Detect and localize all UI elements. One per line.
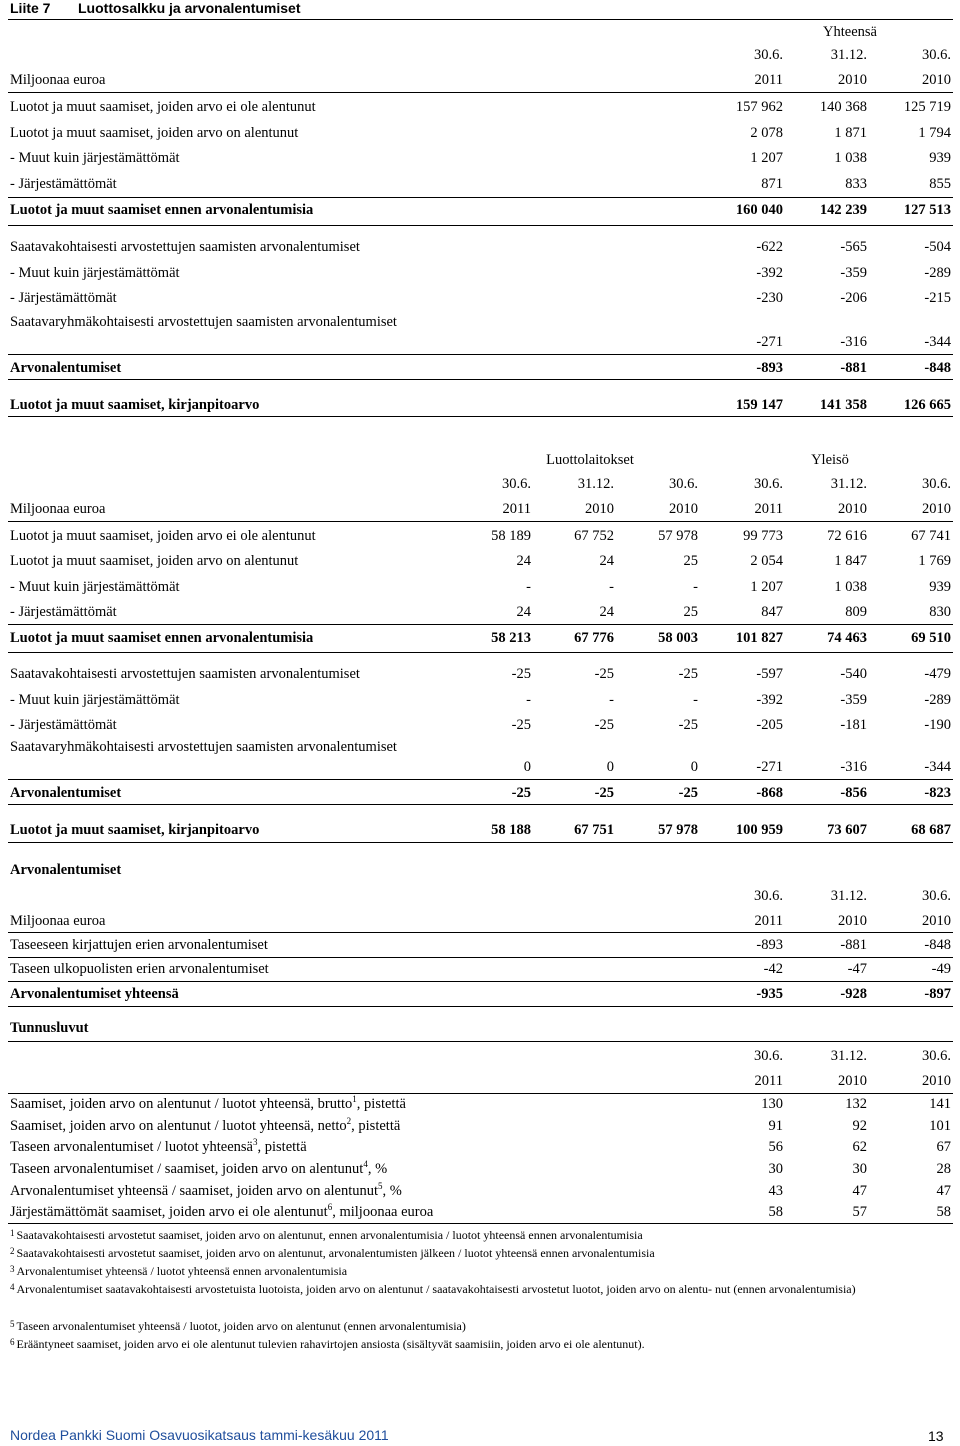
cell-value: 140 368 bbox=[819, 99, 867, 115]
cell-value: -565 bbox=[840, 239, 867, 255]
table-rule bbox=[8, 416, 953, 417]
cell-value: -271 bbox=[756, 759, 783, 775]
row-label: Luotot ja muut saamiset, joiden arvo ei ole alentunut bbox=[10, 528, 316, 544]
cell-value: -271 bbox=[756, 334, 783, 350]
footnote-number: 3 bbox=[10, 1264, 15, 1274]
cell-value: 57 bbox=[852, 1204, 867, 1220]
row-label: - Järjestämättömät bbox=[10, 717, 117, 733]
cell-value: -215 bbox=[924, 290, 951, 306]
cell-value: 1 207 bbox=[750, 150, 783, 166]
cell-value: 31.12. bbox=[830, 476, 867, 492]
cell-value: 58 bbox=[768, 1204, 783, 1220]
table-row bbox=[0, 358, 960, 378]
cell-value: 30.6. bbox=[754, 1048, 783, 1064]
cell-value: 2011 bbox=[502, 501, 531, 517]
table-row bbox=[0, 174, 960, 194]
cell-value: 2010 bbox=[922, 72, 951, 88]
cell-value: 2011 bbox=[754, 1073, 783, 1089]
table-row bbox=[0, 602, 960, 622]
header-years bbox=[0, 70, 960, 90]
cell-value: 127 513 bbox=[903, 202, 951, 218]
group-header-total: Yhteensä bbox=[823, 24, 877, 40]
cell-value: 30 bbox=[852, 1161, 867, 1177]
header-dates bbox=[0, 1046, 960, 1066]
cell-value: 2011 bbox=[754, 501, 783, 517]
footnote-3 bbox=[10, 1263, 945, 1280]
cell-value: 47 bbox=[936, 1183, 951, 1199]
footnote-text: Taseen arvonalentumiset yhteensä / luotot, joiden arvo on alentunut (ennen arvonalentumisia) bbox=[16, 1319, 466, 1333]
cell-value: -25 bbox=[511, 785, 531, 801]
cell-value: 0 bbox=[606, 759, 614, 775]
footnote-number: 2 bbox=[10, 1246, 15, 1256]
page-title: Luottosalkku ja arvonalentumiset bbox=[78, 0, 301, 16]
cell-value: -935 bbox=[756, 986, 783, 1002]
row-label: Järjestämättömät saamiset, joiden arvo ei ole alentunut$^6$, miljoonaa euroa bbox=[10, 1202, 434, 1220]
footnote-number: 1 bbox=[10, 1228, 15, 1238]
table-row bbox=[0, 577, 960, 597]
cell-value: - bbox=[609, 692, 614, 708]
row-label: - Muut kuin järjestämättömät bbox=[10, 150, 180, 166]
cell-value: -392 bbox=[756, 265, 783, 281]
header-years bbox=[0, 911, 960, 931]
cell-value: 101 bbox=[929, 1118, 951, 1134]
cell-value: -289 bbox=[924, 265, 951, 281]
row-label: - Järjestämättömät bbox=[10, 176, 117, 192]
cell-value: 2010 bbox=[838, 72, 867, 88]
table-row bbox=[0, 984, 960, 1004]
cell-value: -504 bbox=[924, 239, 951, 255]
cell-value: 132 bbox=[845, 1096, 867, 1112]
table-row bbox=[0, 1202, 960, 1222]
row-label: Taseen arvonalentumiset / saamiset, joiden arvo on alentunut$^4$, % bbox=[10, 1159, 388, 1177]
row-label: Saatavaryhmäkohtaisesti arvostettujen saamisten arvonalentumiset bbox=[10, 314, 397, 330]
cell-value: 31.12. bbox=[830, 47, 867, 63]
cell-value: 2 054 bbox=[750, 553, 783, 569]
cell-value: 2010 bbox=[838, 501, 867, 517]
cell-value: 31.12. bbox=[830, 1048, 867, 1064]
footnote-1 bbox=[10, 1227, 945, 1244]
cell-value: 2 078 bbox=[750, 125, 783, 141]
footnote-2 bbox=[10, 1245, 945, 1262]
cell-value: -823 bbox=[924, 785, 951, 801]
cell-value: 141 358 bbox=[819, 397, 867, 413]
footnote-number: 5 bbox=[10, 1319, 15, 1329]
row-label: Taseeseen kirjattujen erien arvonalentumiset bbox=[10, 937, 268, 953]
cell-value: 30.6. bbox=[922, 888, 951, 904]
header-dates bbox=[0, 45, 960, 65]
row-label: Luotot ja muut saamiset ennen arvonalentumisia bbox=[10, 630, 314, 646]
cell-value: -344 bbox=[924, 334, 951, 350]
cell-value: 24 bbox=[516, 604, 531, 620]
cell-value: 125 719 bbox=[903, 99, 951, 115]
footnote-ref: 4 bbox=[363, 1159, 368, 1170]
cell-value: 847 bbox=[761, 604, 783, 620]
section-title-impairments: Arvonalentumiset bbox=[10, 862, 122, 878]
row-label: Luotot ja muut saamiset, kirjanpitoarvo bbox=[10, 822, 260, 838]
table-rule bbox=[8, 1006, 953, 1007]
cell-value: 67 752 bbox=[574, 528, 614, 544]
cell-value: 2011 bbox=[754, 72, 783, 88]
cell-value: -181 bbox=[840, 717, 867, 733]
table-row bbox=[0, 1159, 960, 1179]
cell-value: 809 bbox=[845, 604, 867, 620]
cell-value: 67 751 bbox=[574, 822, 614, 838]
cell-value: 1 871 bbox=[834, 125, 867, 141]
cell-value: 43 bbox=[768, 1183, 783, 1199]
cell-value: 74 463 bbox=[827, 630, 867, 646]
cell-value: -190 bbox=[924, 717, 951, 733]
cell-value: 2010 bbox=[585, 501, 614, 517]
table-row bbox=[0, 715, 960, 735]
cell-value: 939 bbox=[929, 579, 951, 595]
cell-value: 1 769 bbox=[918, 553, 951, 569]
row-label: Miljoonaa euroa bbox=[10, 72, 106, 88]
footer-text: Nordea Pankki Suomi Osavuosikatsaus tammi-kesäkuu 2011 bbox=[10, 1427, 389, 1443]
cell-value: -316 bbox=[840, 334, 867, 350]
cell-value: 47 bbox=[852, 1183, 867, 1199]
footnote-ref: 3 bbox=[253, 1137, 258, 1148]
cell-value: 142 239 bbox=[819, 202, 867, 218]
cell-value: 1 038 bbox=[834, 150, 867, 166]
cell-value: 2010 bbox=[838, 1073, 867, 1089]
row-label: - Muut kuin järjestämättömät bbox=[10, 265, 180, 281]
cell-value: -848 bbox=[924, 937, 951, 953]
cell-value: 130 bbox=[761, 1096, 783, 1112]
cell-value: 69 510 bbox=[911, 630, 951, 646]
table-row bbox=[0, 959, 960, 979]
table-row bbox=[0, 200, 960, 220]
cell-value: 1 207 bbox=[750, 579, 783, 595]
cell-value: 30.6. bbox=[502, 476, 531, 492]
cell-value: 30.6. bbox=[754, 47, 783, 63]
cell-value: - bbox=[693, 579, 698, 595]
row-label: Taseen ulkopuolisten erien arvonalentumiset bbox=[10, 961, 269, 977]
table-rule bbox=[8, 981, 953, 982]
table-row bbox=[0, 148, 960, 168]
footnote-text: Arvonalentumiset yhteensä / luotot yhteensä ennen arvonalentumisia bbox=[16, 1264, 348, 1278]
table-rule bbox=[8, 652, 953, 653]
cell-value: 30 bbox=[768, 1161, 783, 1177]
table-row bbox=[0, 820, 960, 840]
cell-value: 2010 bbox=[922, 501, 951, 517]
cell-value: - bbox=[693, 692, 698, 708]
cell-value: -897 bbox=[924, 986, 951, 1002]
row-label: Luotot ja muut saamiset, joiden arvo on alentunut bbox=[10, 553, 299, 569]
cell-value: -848 bbox=[924, 360, 951, 376]
footnote-ref: 5 bbox=[378, 1181, 383, 1192]
cell-value: 31.12. bbox=[577, 476, 614, 492]
cell-value: 126 665 bbox=[903, 397, 951, 413]
cell-value: 68 687 bbox=[911, 822, 951, 838]
cell-value: -25 bbox=[594, 717, 614, 733]
cell-value: 159 147 bbox=[735, 397, 783, 413]
header-years bbox=[0, 1071, 960, 1091]
cell-value: -622 bbox=[756, 239, 783, 255]
table-rule bbox=[8, 197, 953, 198]
table-rule bbox=[8, 932, 953, 933]
cell-value: -893 bbox=[756, 360, 783, 376]
row-label: - Järjestämättömät bbox=[10, 604, 117, 620]
table-rule bbox=[8, 957, 953, 958]
cell-value: 25 bbox=[683, 604, 698, 620]
cell-value: 855 bbox=[929, 176, 951, 192]
footnote-5 bbox=[10, 1318, 945, 1335]
cell-value: -881 bbox=[840, 937, 867, 953]
page-header bbox=[10, 0, 950, 18]
footnote-6 bbox=[10, 1336, 945, 1353]
row-label: - Muut kuin järjestämättömät bbox=[10, 579, 180, 595]
cell-value: 30.6. bbox=[669, 476, 698, 492]
cell-value: 830 bbox=[929, 604, 951, 620]
table-rule bbox=[8, 379, 953, 380]
cell-value: 91 bbox=[768, 1118, 783, 1134]
cell-value: -856 bbox=[840, 785, 867, 801]
table-row bbox=[0, 237, 960, 257]
cell-value: 67 741 bbox=[911, 528, 951, 544]
cell-value: - bbox=[609, 579, 614, 595]
group-header-credit-institutions: Luottolaitokset bbox=[546, 452, 634, 468]
cell-value: -42 bbox=[763, 961, 783, 977]
table-row bbox=[0, 551, 960, 571]
cell-value: 30.6. bbox=[754, 476, 783, 492]
footnote-text: Arvonalentumiset saatavakohtaisesti arvostetuista luotoista, joiden arvo on alentunut / saatavakohtaisesti arvostetut luotot, joiden arvo on alentu- nut (ennen arvonalentumisia) bbox=[16, 1282, 856, 1296]
cell-value: -289 bbox=[924, 692, 951, 708]
header-dates bbox=[0, 886, 960, 906]
table-row bbox=[0, 312, 960, 352]
row-label: - Muut kuin järjestämättömät bbox=[10, 692, 180, 708]
cell-value: -49 bbox=[931, 961, 951, 977]
table-rule bbox=[8, 624, 953, 625]
cell-value: 25 bbox=[683, 553, 698, 569]
cell-value: -344 bbox=[924, 759, 951, 775]
row-label: Taseen arvonalentumiset / luotot yhteensä$^3$, pistettä bbox=[10, 1137, 307, 1155]
cell-value: 2010 bbox=[922, 1073, 951, 1089]
cell-value: 157 962 bbox=[735, 99, 783, 115]
footnote-ref: 6 bbox=[327, 1202, 333, 1213]
cell-value: -25 bbox=[511, 717, 531, 733]
cell-value: -25 bbox=[594, 785, 614, 801]
row-label: Luotot ja muut saamiset ennen arvonalentumisia bbox=[10, 202, 314, 218]
page-number: 13 bbox=[928, 1428, 944, 1444]
cell-value: 1 847 bbox=[834, 553, 867, 569]
table-rule bbox=[8, 804, 953, 805]
cell-value: -928 bbox=[840, 986, 867, 1002]
footnote-number: 6 bbox=[10, 1337, 15, 1347]
cell-value: 2010 bbox=[838, 913, 867, 929]
appendix-label: Liite 7 bbox=[10, 0, 51, 16]
cell-value: 30.6. bbox=[922, 1048, 951, 1064]
header-years bbox=[0, 499, 960, 519]
cell-value: 24 bbox=[516, 553, 531, 569]
cell-value: -392 bbox=[756, 692, 783, 708]
section-title-key-figures: Tunnusluvut bbox=[10, 1020, 89, 1036]
cell-value: 24 bbox=[599, 553, 614, 569]
footnote-number: 4 bbox=[10, 1282, 15, 1292]
table-row bbox=[0, 1181, 960, 1201]
cell-value: -881 bbox=[840, 360, 867, 376]
row-label: Saamiset, joiden arvo on alentunut / luotot yhteensä, brutto$^1$, pistettä bbox=[10, 1094, 406, 1112]
cell-value: 56 bbox=[768, 1139, 783, 1155]
table-row bbox=[0, 783, 960, 803]
table-row bbox=[0, 664, 960, 684]
cell-value: 24 bbox=[599, 604, 614, 620]
table-row bbox=[0, 690, 960, 710]
cell-value: -893 bbox=[756, 937, 783, 953]
cell-value: -25 bbox=[678, 666, 698, 682]
cell-value: - bbox=[526, 692, 531, 708]
cell-value: -25 bbox=[678, 717, 698, 733]
cell-value: 58 213 bbox=[491, 630, 531, 646]
row-label: Saamiset, joiden arvo on alentunut / luotot yhteensä, netto$^2$, pistettä bbox=[10, 1116, 401, 1134]
cell-value: - bbox=[526, 579, 531, 595]
row-label: Arvonalentumiset bbox=[10, 785, 122, 801]
table-rule bbox=[8, 225, 953, 226]
row-label: - Järjestämättömät bbox=[10, 290, 117, 306]
cell-value: -359 bbox=[840, 692, 867, 708]
table-rule bbox=[8, 779, 953, 780]
table-row bbox=[0, 1116, 960, 1136]
table-row bbox=[0, 123, 960, 143]
group-header-public: Yleisö bbox=[811, 452, 849, 468]
cell-value: -316 bbox=[840, 759, 867, 775]
cell-value: 73 607 bbox=[827, 822, 867, 838]
table-row bbox=[0, 1094, 960, 1114]
footnote-4 bbox=[10, 1281, 945, 1298]
cell-value: 58 188 bbox=[491, 822, 531, 838]
cell-value: -206 bbox=[840, 290, 867, 306]
cell-value: 30.6. bbox=[922, 47, 951, 63]
cell-value: 2011 bbox=[754, 913, 783, 929]
table-rule bbox=[8, 92, 953, 93]
cell-value: 833 bbox=[845, 176, 867, 192]
cell-value: -479 bbox=[924, 666, 951, 682]
cell-value: 100 959 bbox=[735, 822, 783, 838]
cell-value: 101 827 bbox=[735, 630, 783, 646]
cell-value: 0 bbox=[690, 759, 698, 775]
table-row bbox=[0, 935, 960, 955]
cell-value: 72 616 bbox=[827, 528, 867, 544]
cell-value: -25 bbox=[594, 666, 614, 682]
cell-value: 939 bbox=[929, 150, 951, 166]
cell-value: -25 bbox=[511, 666, 531, 682]
cell-value: 57 978 bbox=[658, 822, 698, 838]
table-rule bbox=[8, 354, 953, 355]
footnote-ref: 2 bbox=[346, 1116, 352, 1127]
cell-value: 30.6. bbox=[922, 476, 951, 492]
table-row bbox=[0, 263, 960, 283]
cell-value: 28 bbox=[936, 1161, 951, 1177]
cell-value: 99 773 bbox=[743, 528, 783, 544]
table-rule bbox=[8, 1223, 953, 1224]
table-row bbox=[0, 628, 960, 648]
table-row bbox=[0, 526, 960, 546]
cell-value: 57 978 bbox=[658, 528, 698, 544]
row-label: Arvonalentumiset bbox=[10, 360, 122, 376]
cell-value: -597 bbox=[756, 666, 783, 682]
row-label: Arvonalentumiset yhteensä / saamiset, joiden arvo on alentunut$^5$, % bbox=[10, 1181, 402, 1199]
cell-value: -868 bbox=[756, 785, 783, 801]
cell-value: 58 189 bbox=[491, 528, 531, 544]
table-rule bbox=[8, 521, 953, 522]
row-label: Saatavakohtaisesti arvostettujen saamisten arvonalentumiset bbox=[10, 239, 360, 255]
table-row bbox=[0, 1137, 960, 1157]
row-label: Miljoonaa euroa bbox=[10, 913, 106, 929]
cell-value: 1 794 bbox=[918, 125, 951, 141]
table-row bbox=[0, 737, 960, 777]
footnote-text: Erääntyneet saamiset, joiden arvo ei ole alentunut tulevien rahavirtojen ansiosta (sisältyvät saamisiin, joiden arvo ei ole alentunut). bbox=[16, 1337, 645, 1351]
table-row bbox=[0, 288, 960, 308]
cell-value: 67 776 bbox=[574, 630, 614, 646]
row-label: Luotot ja muut saamiset, kirjanpitoarvo bbox=[10, 397, 260, 413]
cell-value: 141 bbox=[929, 1096, 951, 1112]
row-label: Saatavaryhmäkohtaisesti arvostettujen saamisten arvonalentumiset bbox=[10, 739, 397, 755]
footnote-text: Saatavakohtaisesti arvostetut saamiset, joiden arvo on alentunut, ennen arvonalentumisia / luotot yhteensä ennen arvonalentumisia bbox=[16, 1228, 643, 1242]
row-label: Arvonalentumiset yhteensä bbox=[10, 986, 179, 1002]
table-rule bbox=[8, 842, 953, 843]
cell-value: 1 038 bbox=[834, 579, 867, 595]
cell-value: -230 bbox=[756, 290, 783, 306]
cell-value: -25 bbox=[678, 785, 698, 801]
row-label: Saatavakohtaisesti arvostettujen saamisten arvonalentumiset bbox=[10, 666, 360, 682]
cell-value: 2010 bbox=[669, 501, 698, 517]
cell-value: -205 bbox=[756, 717, 783, 733]
cell-value: 67 bbox=[936, 1139, 951, 1155]
cell-value: 871 bbox=[761, 176, 783, 192]
table-rule bbox=[8, 1041, 953, 1042]
cell-value: 31.12. bbox=[830, 888, 867, 904]
header-dates bbox=[0, 474, 960, 494]
cell-value: 30.6. bbox=[754, 888, 783, 904]
cell-value: 58 003 bbox=[658, 630, 698, 646]
footnote-ref: 1 bbox=[352, 1094, 357, 1105]
cell-value: 58 bbox=[936, 1204, 951, 1220]
cell-value: -359 bbox=[840, 265, 867, 281]
table-row bbox=[0, 97, 960, 117]
cell-value: 160 040 bbox=[735, 202, 783, 218]
row-label: Luotot ja muut saamiset, joiden arvo ei ole alentunut bbox=[10, 99, 316, 115]
cell-value: 92 bbox=[852, 1118, 867, 1134]
cell-value: 0 bbox=[523, 759, 531, 775]
table-row bbox=[0, 395, 960, 415]
cell-value: -47 bbox=[847, 961, 867, 977]
cell-value: 2010 bbox=[922, 913, 951, 929]
cell-value: -540 bbox=[840, 666, 867, 682]
header-rule bbox=[8, 19, 953, 20]
cell-value: 62 bbox=[852, 1139, 867, 1155]
footnote-text: Saatavakohtaisesti arvostetut saamiset, joiden arvo on alentunut, arvonalentumisten jälkeen / luotot yhteensä ennen arvonalentumisia bbox=[16, 1246, 655, 1260]
row-label: Miljoonaa euroa bbox=[10, 501, 106, 517]
row-label: Luotot ja muut saamiset, joiden arvo on alentunut bbox=[10, 125, 299, 141]
